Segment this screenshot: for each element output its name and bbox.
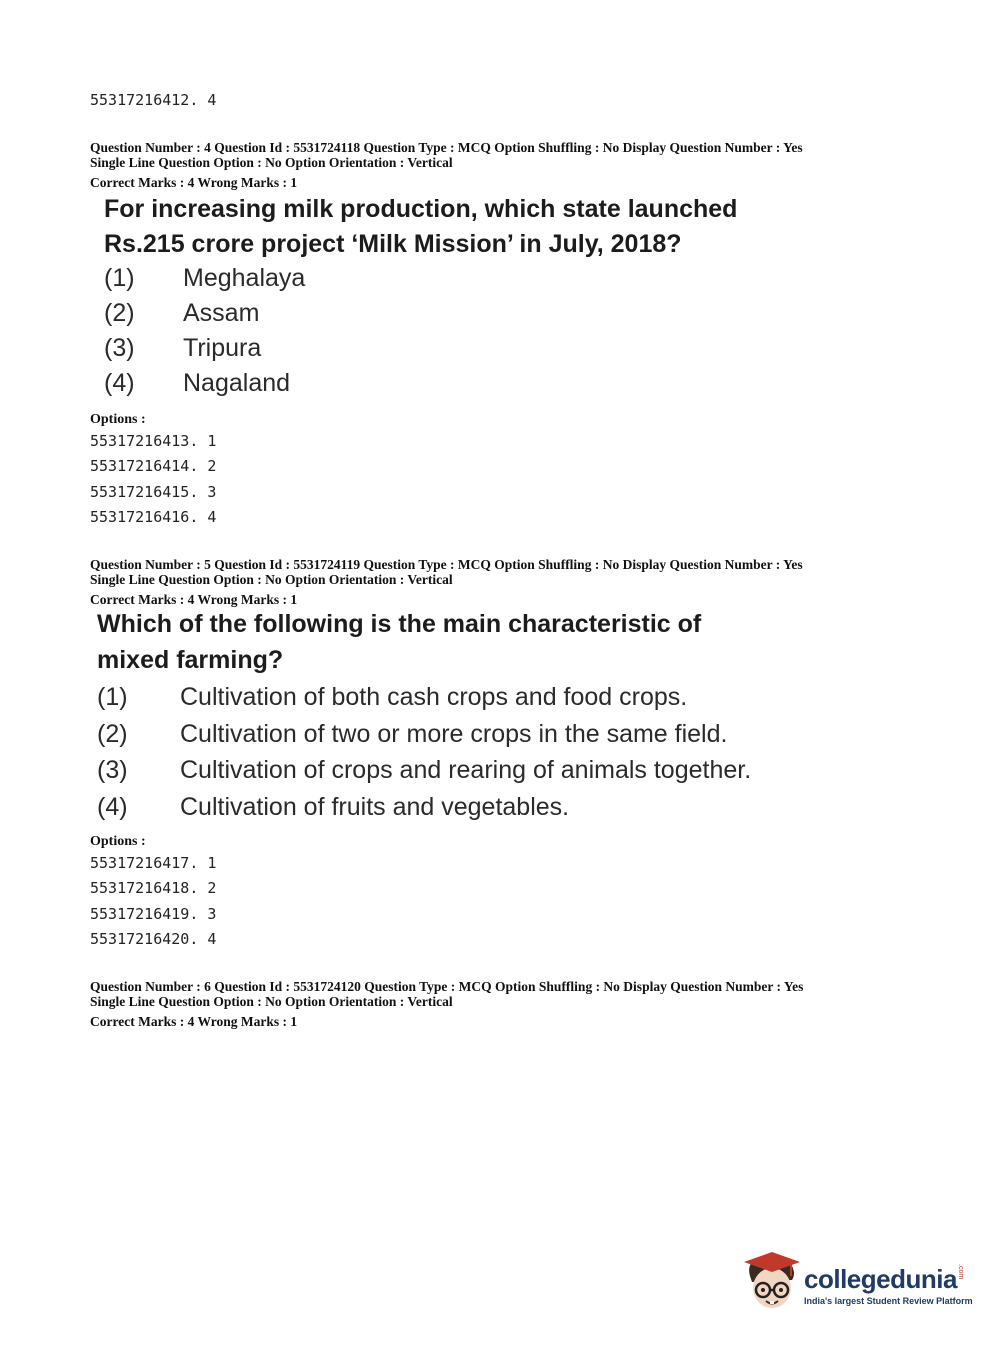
- choice-text: Cultivation of fruits and vegetables.: [180, 793, 570, 821]
- choice-text: Cultivation of crops and rearing of animals together.: [180, 756, 752, 784]
- question-meta: Question Number : 6 Question Id : 5531724120 Question Type : MCQ Option Shuffling : No Display Question Number : Yes: [90, 979, 804, 994]
- question-marks: Correct Marks : 4 Wrong Marks : 1: [90, 175, 298, 190]
- choice-number: (4): [104, 369, 135, 397]
- choice-number: (1): [97, 683, 128, 711]
- options-label: Options :: [90, 834, 146, 849]
- question-text: Which of the following is the main characteristic of: [97, 610, 702, 638]
- option-id: 55317216418. 2: [90, 879, 217, 897]
- question-text: mixed farming?: [97, 646, 284, 674]
- option-id: 55317216415. 3: [90, 483, 217, 501]
- choice-text: Cultivation of both cash crops and food crops.: [180, 683, 688, 711]
- question-marks: Correct Marks : 4 Wrong Marks : 1: [90, 592, 298, 607]
- choice-number: (1): [104, 264, 135, 292]
- choice-number: (2): [97, 720, 128, 748]
- option-id: 55317216419. 3: [90, 905, 217, 923]
- option-id: 55317216420. 4: [90, 930, 217, 948]
- question-meta: Single Line Question Option : No Option Orientation : Vertical: [90, 155, 453, 170]
- question-meta: Question Number : 4 Question Id : 5531724118 Question Type : MCQ Option Shuffling : No Display Question Number : Yes: [90, 140, 803, 155]
- question-marks: Correct Marks : 4 Wrong Marks : 1: [90, 1014, 298, 1029]
- choice-text: Assam: [183, 299, 260, 327]
- logo-com: .com: [957, 1264, 964, 1280]
- choice-text: Cultivation of two or more crops in the same field.: [180, 720, 728, 748]
- option-id: 55317216412. 4: [90, 91, 217, 109]
- question-meta: Single Line Question Option : No Option Orientation : Vertical: [90, 572, 453, 587]
- logo-tagline: India's largest Student Review Platform: [804, 1296, 973, 1306]
- choice-number: (4): [97, 793, 128, 821]
- option-id: 55317216414. 2: [90, 457, 217, 475]
- choice-number: (3): [104, 334, 135, 362]
- logo-wordmark: collegedunia: [804, 1264, 957, 1294]
- mascot-icon: [742, 1250, 802, 1316]
- choice-number: (2): [104, 299, 135, 327]
- choice-text: Meghalaya: [183, 264, 306, 292]
- question-meta: Single Line Question Option : No Option Orientation : Vertical: [90, 994, 453, 1009]
- option-id: 55317216416. 4: [90, 508, 217, 526]
- choice-text: Nagaland: [183, 369, 291, 397]
- question-text: For increasing milk production, which state launched: [104, 195, 738, 223]
- option-id: 55317216417. 1: [90, 854, 217, 872]
- choice-number: (3): [97, 756, 128, 784]
- option-id: 55317216413. 1: [90, 432, 217, 450]
- collegedunia-logo: [742, 1250, 972, 1320]
- question-meta: Question Number : 5 Question Id : 5531724119 Question Type : MCQ Option Shuffling : No Display Question Number : Yes: [90, 557, 803, 572]
- options-label: Options :: [90, 412, 146, 427]
- question-text: Rs.215 crore project ‘Milk Mission’ in July, 2018?: [104, 230, 682, 258]
- choice-text: Tripura: [183, 334, 262, 362]
